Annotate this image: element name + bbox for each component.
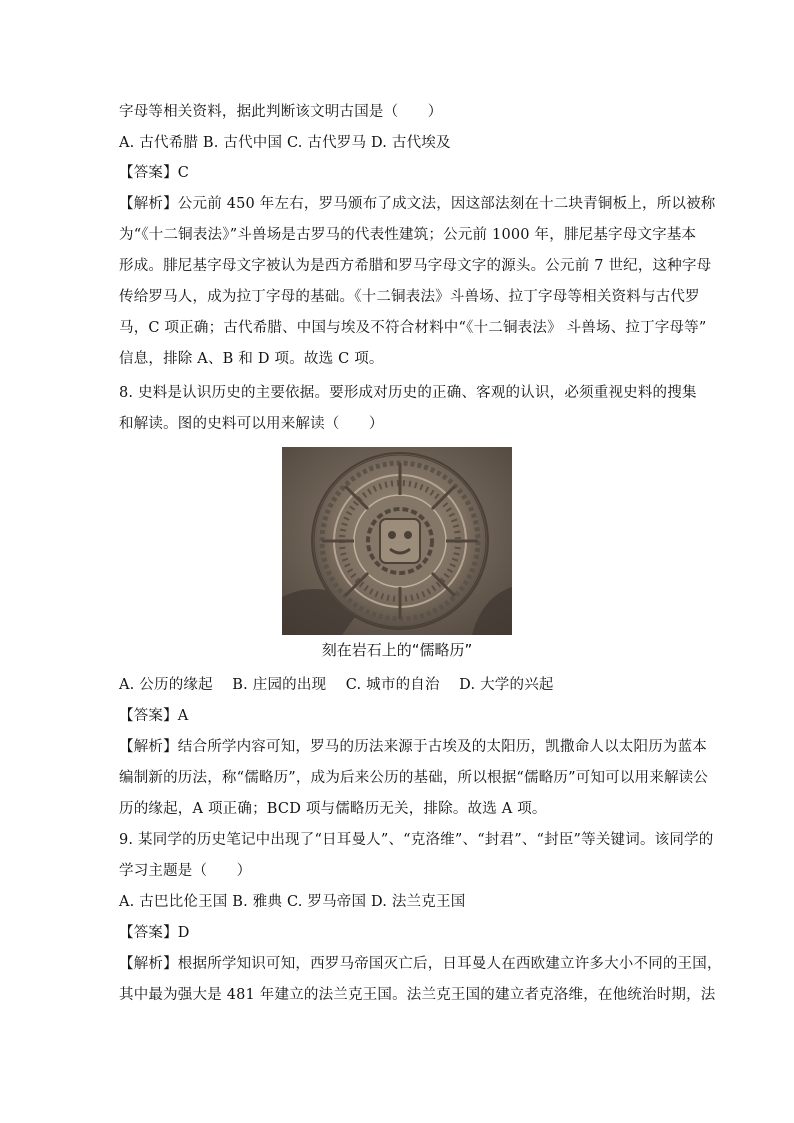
question-8-line: 8. 史料是认识历史的主要依据。要形成对历史的正确、客观的认识，必须重视史料的搜集	[119, 385, 697, 401]
text-line: 字母等相关资料，据此判断该文明古国是（ ）	[119, 104, 443, 120]
analysis-q7-line: 形成。腓尼基字母文字被认为是西方希腊和罗马字母文字的源头。公元前 7 世纪，这种字母	[119, 258, 712, 274]
question-9-line: 学习主题是（ ）	[119, 863, 252, 879]
analysis-q7-line: 马，C 项正确；古代希腊、中国与埃及不符合材料中“《十二铜表法》 斗兽场、拉丁字母等”	[119, 320, 707, 336]
answer-q9: 【答案】D	[119, 925, 190, 941]
analysis-q7-line: 传给罗马人，成为拉丁字母的基础。《十二铜表法》斗兽场、拉丁字母等相关资料与古代罗	[119, 289, 700, 305]
analysis-q9-line: 其中最为强大是 481 年建立的法兰克王国。法兰克王国的建立者克洛维，在他统治时期，法	[119, 987, 716, 1003]
options-q8: A. 公历的缘起 B. 庄园的出现 C. 城市的自治 D. 大学的兴起	[119, 677, 554, 693]
analysis-q7-line: 为“《十二铜表法》”斗兽场是古罗马的代表性建筑；公元前 1000 年，腓尼基字母文字基本	[119, 227, 697, 243]
options-q7: A. 古代希腊 B. 古代中国 C. 古代罗马 D. 古代埃及	[119, 135, 451, 151]
figure-caption: 刻在岩石上的“儒略历”	[321, 641, 473, 659]
analysis-q8-line: 编制新的历法，称“儒略历”，成为后来公历的基础，所以根据“儒略历”可知可以用来解读公	[119, 770, 709, 786]
question-9-line: 9. 某同学的历史笔记中出现了“日耳曼人”、“克洛维”、“封君”、“封臣”等关键词。该同学的	[119, 832, 714, 848]
answer-q7: 【答案】C	[119, 165, 190, 181]
analysis-q8-line: 历的缘起，A 项正确；BCD 项与儒略历无关，排除。故选 A 项。	[119, 801, 547, 817]
options-q9: A. 古巴比伦王国 B. 雅典 C. 罗马帝国 D. 法兰克王国	[119, 894, 466, 910]
analysis-q9-line: 【解析】根据所学知识可知，西罗马帝国灭亡后，日耳曼人在西欧建立许多大小不同的王国，	[119, 956, 722, 972]
analysis-q7-line: 信息，排除 A、B 和 D 项。故选 C 项。	[119, 351, 384, 367]
analysis-q7-line: 【解析】公元前 450 年左右，罗马颁布了成文法，因这部法刻在十二块青铜板上，所以被称	[119, 196, 716, 212]
question-8-line: 和解读。图的史料可以用来解读（ ）	[119, 416, 384, 432]
aztec-calendar-stone-photo	[282, 447, 512, 635]
calendar-stone-icon	[282, 447, 512, 635]
analysis-q8-line: 【解析】结合所学内容可知，罗马的历法来源于古埃及的太阳历，凯撒命人以太阳历为蓝本	[119, 739, 707, 755]
answer-q8: 【答案】A	[119, 708, 189, 724]
